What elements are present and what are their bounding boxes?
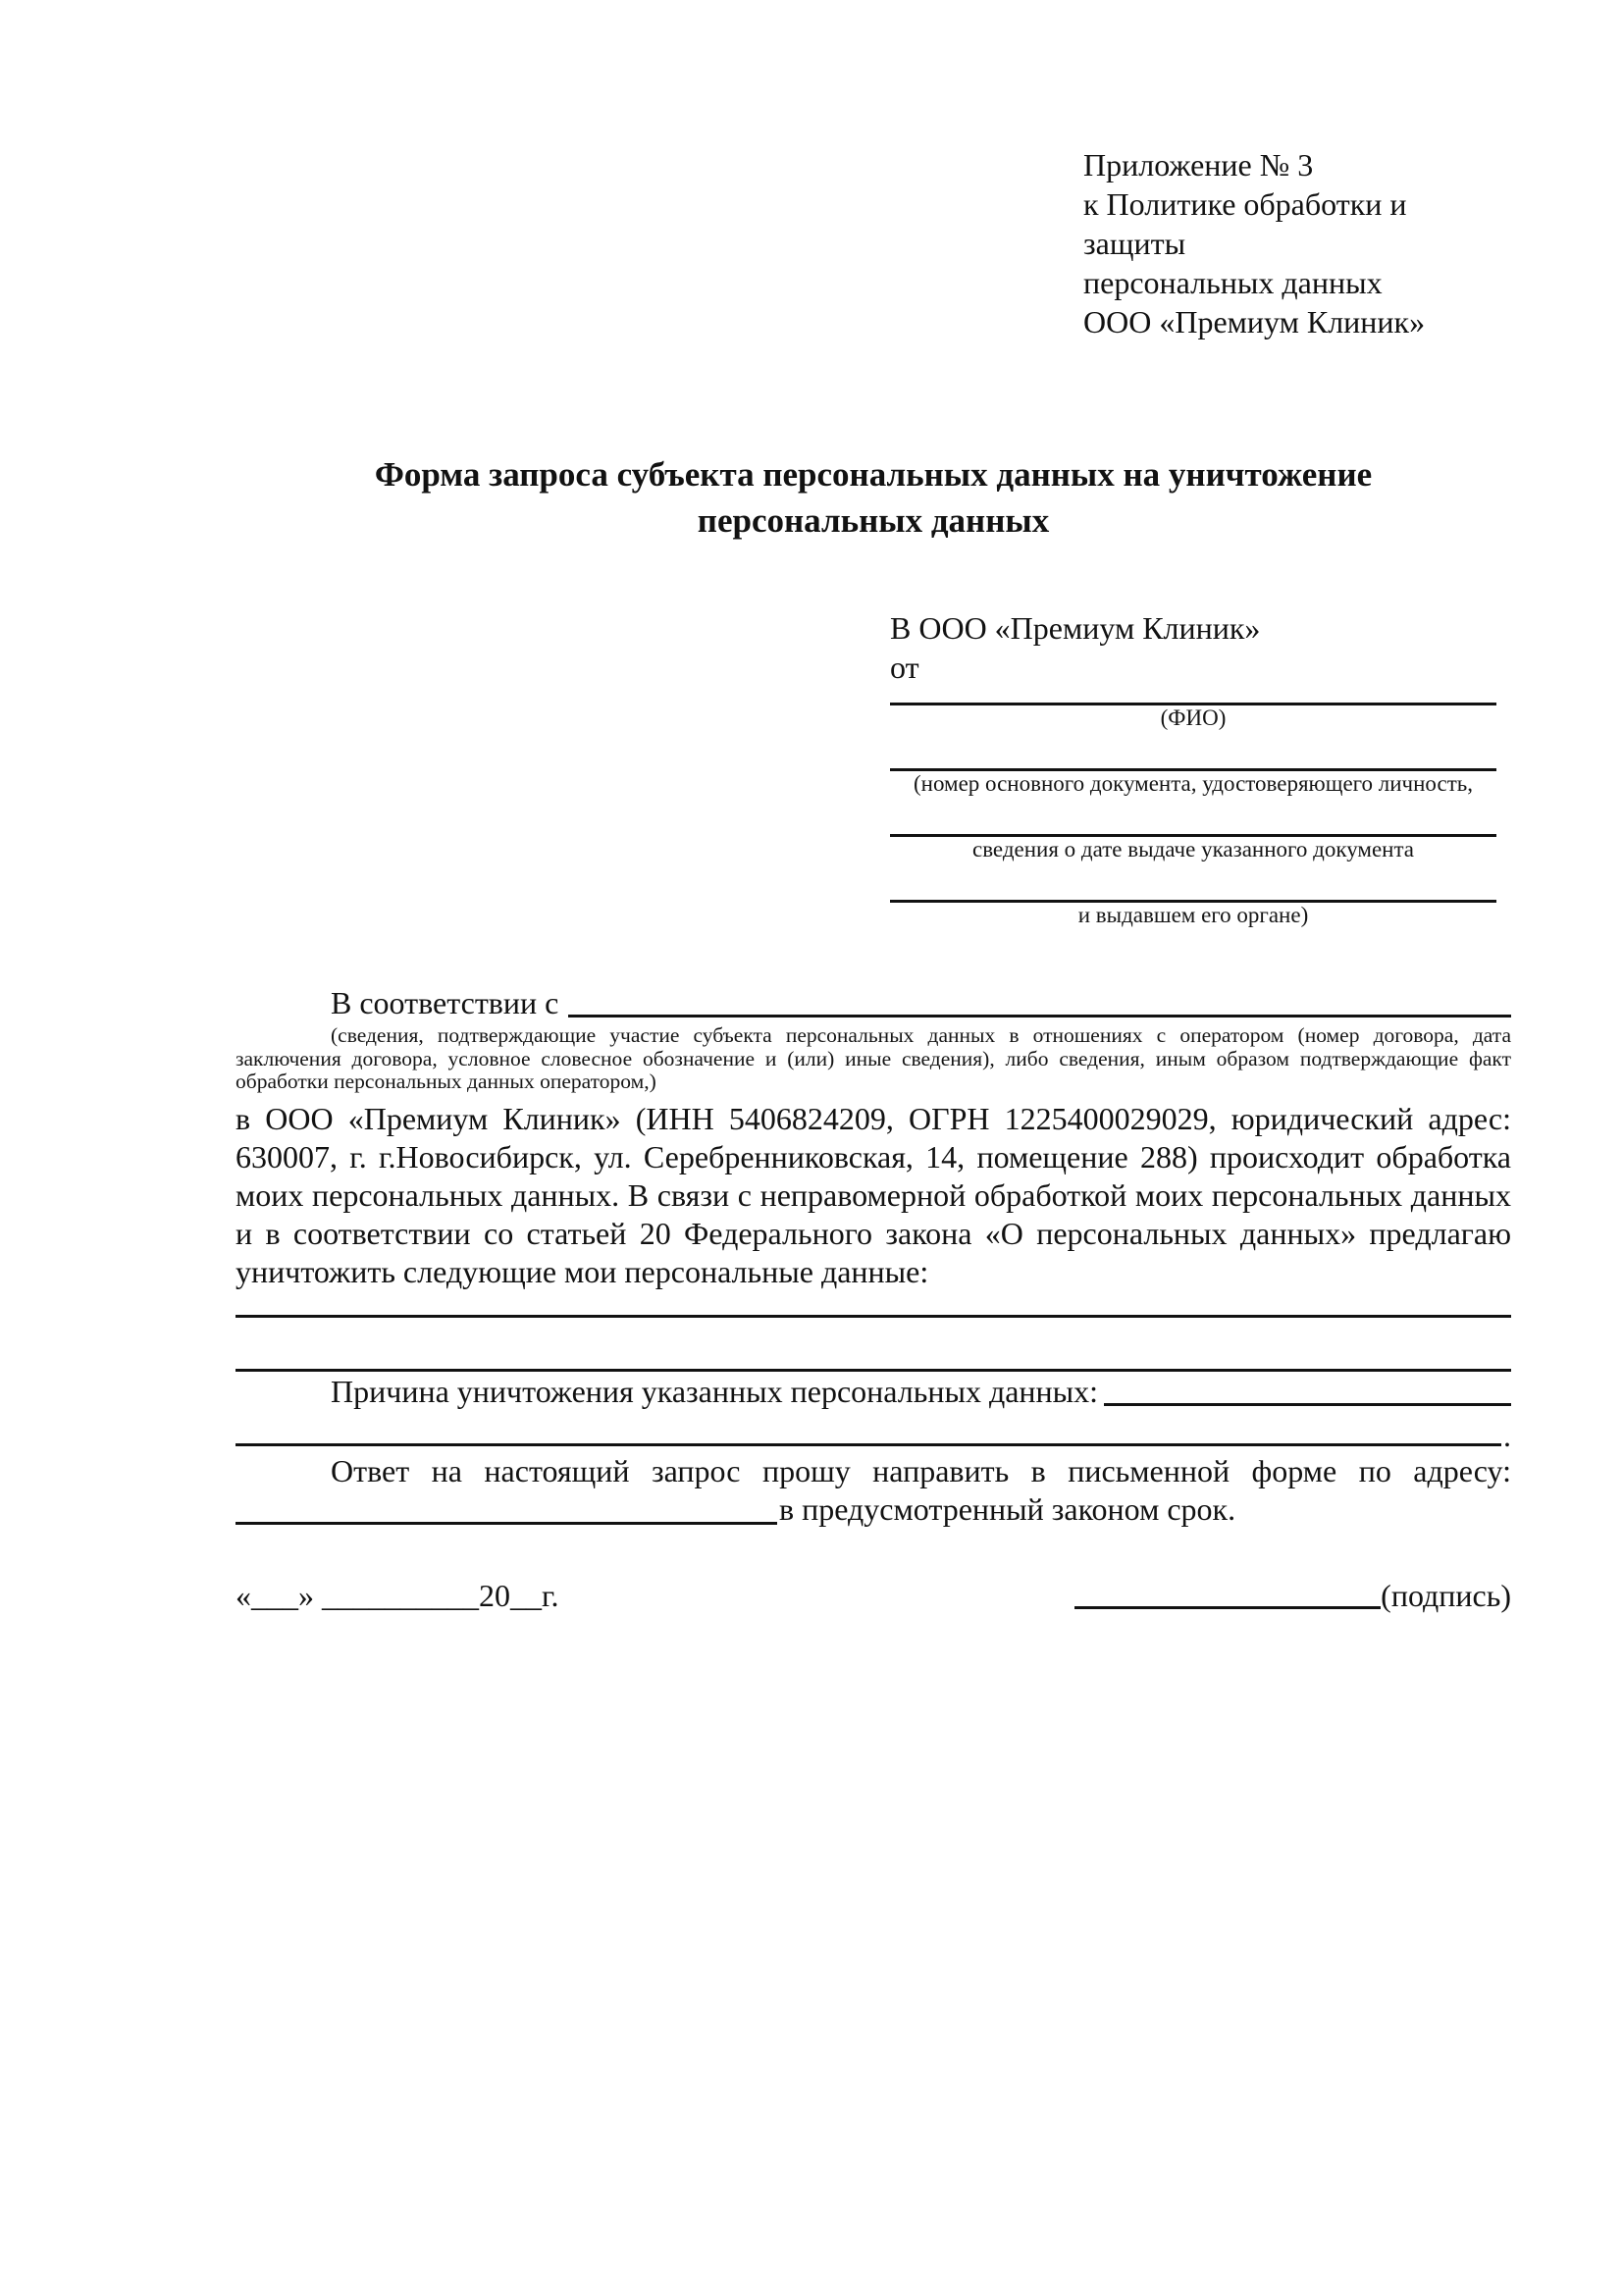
issue-date-caption: сведения о дате выдаче указанного документа xyxy=(971,837,1415,861)
issue-date-blank-line[interactable] xyxy=(890,797,1496,837)
document-number-field xyxy=(890,731,1496,797)
document-number-caption: (номер основного документа, удостоверяющего личность, xyxy=(913,771,1473,796)
reason-row xyxy=(236,1372,1511,1411)
signature-group xyxy=(1074,1576,1511,1615)
policy-line-2: персональных данных xyxy=(1083,265,1383,300)
addressee-to: В ООО «Премиум Клиник» xyxy=(890,610,1261,646)
issuing-authority-field xyxy=(890,862,1496,928)
addressee-block xyxy=(890,608,1496,928)
addressee-from-label: от xyxy=(890,650,919,685)
reason-blank-line[interactable] xyxy=(1104,1372,1511,1406)
page-title xyxy=(236,451,1511,544)
footer-row xyxy=(236,1576,1511,1615)
fio-field xyxy=(890,687,1496,731)
line-terminator: . xyxy=(1503,1417,1511,1453)
accordance-footnote: (сведения, подтверждающие участие субъекта персональных данных в отношениях с оператором (номер договора, дата заключения договора, условное словесное обозначение и (или) иные сведения), либо сведения, иным образом подтверждающие факт обработки персональных данных оператором,) xyxy=(236,1023,1511,1093)
address-blank-line[interactable] xyxy=(236,1490,777,1525)
main-paragraph: в ООО «Премиум Клиник» (ИНН 5406824209, ОГРН 1225400029029, юридический адрес: 630007, г. г.Новосибирск, ул. Серебренниковская, 14, помещение 288) происходит обработка моих персональных данных. В связи с неправомерной обработкой моих персональных данных и в соответствии со статьей 20 Федерального закона «О персональных данных» предлагаю уничтожить следующие мои персональные данные: xyxy=(236,1100,1511,1289)
personal-data-blank-line-2[interactable] xyxy=(236,1318,1511,1372)
page-title-line-2: персональных данных xyxy=(697,501,1050,540)
issuing-authority-blank-line[interactable] xyxy=(890,862,1496,903)
response-address-row xyxy=(236,1490,1511,1529)
accordance-row xyxy=(236,983,1511,1022)
reason-continuation-row xyxy=(236,1411,1511,1453)
accordance-label: В соответствии с xyxy=(331,985,559,1020)
fio-caption: (ФИО) xyxy=(1160,705,1227,730)
appendix-number-line: Приложение № 3 xyxy=(1083,147,1314,183)
signature-caption: (подпись) xyxy=(1381,1577,1511,1613)
page-title-line-1: Форма запроса субъекта персональных данных на уничтожение xyxy=(374,455,1373,494)
response-tail-text: в предусмотренный законом срок. xyxy=(779,1490,1236,1527)
fio-blank-line[interactable] xyxy=(890,687,1496,705)
reason-blank-line-2[interactable] xyxy=(236,1443,1501,1446)
appendix-header-block xyxy=(1083,145,1511,341)
document-number-blank-line[interactable] xyxy=(890,731,1496,771)
company-name-line: ООО «Премиум Клиник» xyxy=(1083,304,1426,339)
reason-label: Причина уничтожения указанных персональных данных: xyxy=(331,1373,1099,1409)
signature-blank-line[interactable] xyxy=(1074,1606,1381,1609)
accordance-blank-line[interactable] xyxy=(568,983,1511,1018)
personal-data-blank-line-1[interactable] xyxy=(236,1291,1511,1318)
policy-line-1: к Политике обработки и защиты xyxy=(1083,186,1407,261)
response-request-text: Ответ на настоящий запрос прошу направить в письменной форме по адресу: xyxy=(331,1452,1511,1488)
date-template-field[interactable]: «___» __________20__г. xyxy=(236,1577,559,1613)
issue-date-field xyxy=(890,797,1496,862)
issuing-authority-caption: и выдавшем его органе) xyxy=(1077,903,1309,927)
